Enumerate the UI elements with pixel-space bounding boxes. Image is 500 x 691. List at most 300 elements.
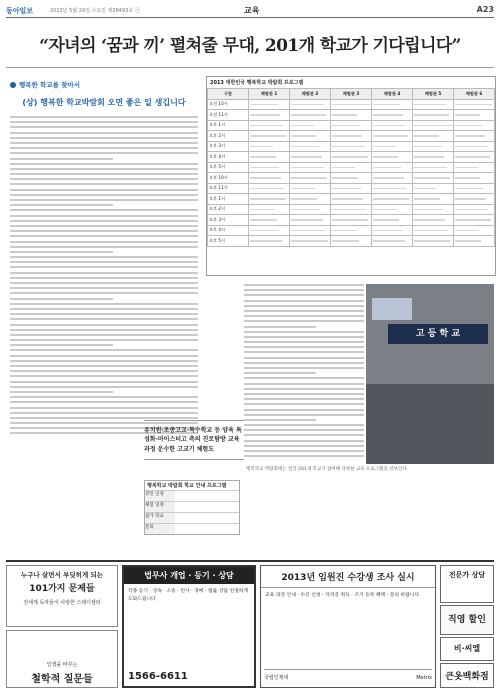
cell-text-line (291, 219, 323, 221)
text-line (10, 417, 198, 419)
text-line (244, 289, 364, 291)
cell-text-line (291, 230, 325, 232)
text-line (10, 256, 198, 258)
cell-text-line (373, 125, 406, 127)
program-cell (372, 141, 413, 152)
program-cell (249, 194, 290, 205)
text-line (10, 391, 113, 393)
time-cell: 오후 4시 (208, 152, 249, 163)
text-line (10, 287, 198, 289)
legal-ad-body: 각종 등기 · 상속 · 소송 · 민사 · 경매 · 법률 상담 친절하게 도와드립니다 (128, 589, 249, 602)
table-row (208, 141, 495, 152)
philosophy-ad-title: 철학적 질문들 (31, 674, 93, 685)
cell-text-line (455, 146, 488, 148)
program-cell (331, 162, 372, 173)
info-row-label: 참가 학교 (145, 513, 175, 523)
time-cell: 오후 2시 (208, 204, 249, 215)
cell-text-line (414, 188, 437, 190)
program-cell (290, 131, 331, 142)
table-row (208, 194, 495, 205)
program-cell (413, 194, 454, 205)
text-line (10, 137, 198, 139)
program-cell (413, 131, 454, 142)
text-line (10, 396, 198, 398)
text-line (244, 300, 364, 302)
program-cell (372, 120, 413, 131)
text-line (10, 225, 198, 227)
text-line (10, 116, 198, 118)
program-cell (454, 110, 495, 121)
bullet-icon (10, 82, 16, 88)
program-cell (413, 120, 454, 131)
schedule-header-cell: 체험관 2 (290, 89, 331, 100)
text-line (10, 261, 198, 263)
cell-text-line (455, 125, 482, 127)
program-cell (372, 225, 413, 236)
program-cell (290, 162, 331, 173)
text-line (10, 158, 113, 160)
text-line (10, 313, 198, 315)
program-cell (331, 110, 372, 121)
text-line (244, 346, 364, 348)
cell-text-line (291, 188, 315, 190)
program-cell (372, 215, 413, 226)
cell-text-line (414, 135, 439, 137)
cell-text-line (291, 198, 317, 200)
cell-text-line (455, 177, 480, 179)
text-line (10, 209, 198, 211)
photo-sign (372, 298, 412, 320)
text-line (10, 318, 198, 320)
text-line (10, 292, 198, 294)
program-cell (372, 110, 413, 121)
schedule-header-cell: 체험관 4 (372, 89, 413, 100)
program-cell (331, 173, 372, 184)
text-line (10, 360, 198, 362)
program-cell (454, 173, 495, 184)
section-name: 교육 (244, 6, 260, 15)
text-line (244, 393, 364, 395)
cell-text-line (332, 230, 356, 232)
cell-text-line (455, 209, 488, 211)
cell-text-line (332, 209, 366, 211)
program-cell (372, 131, 413, 142)
photo-caption: 행복학교 박람회에는 전국 201개 학교가 참여해 다양한 교육 프로그램을 선보인다. (246, 467, 408, 472)
text-line (10, 199, 198, 201)
cell-text-line (373, 230, 402, 232)
program-cell (290, 215, 331, 226)
text-line (244, 409, 364, 411)
table-row (208, 183, 495, 194)
text-line (10, 204, 113, 206)
cell-text-line (250, 198, 286, 200)
side-ad-1[interactable]: 전문가 상담 (440, 565, 494, 603)
text-line (244, 403, 364, 405)
cell-text-line (373, 114, 403, 116)
program-cell (454, 236, 495, 247)
text-line (244, 341, 364, 343)
table-row (208, 120, 495, 131)
cell-text-line (250, 167, 279, 169)
text-line (10, 407, 198, 409)
table-row (208, 99, 495, 110)
program-cell (331, 120, 372, 131)
legal-ad-title: 법무사 개업 · 등기 · 상담 (124, 567, 254, 584)
program-cell (249, 236, 290, 247)
text-line (244, 310, 364, 312)
text-line (244, 284, 364, 286)
cell-text-line (291, 104, 324, 106)
cell-text-line (250, 219, 277, 221)
program-cell (290, 225, 331, 236)
text-line (244, 445, 364, 447)
article-body (10, 116, 198, 434)
time-cell: 오후 10시 (208, 173, 249, 184)
text-line (10, 189, 198, 191)
text-line (10, 344, 113, 346)
program-cell (372, 194, 413, 205)
program-cell (249, 152, 290, 163)
info-row-label: 체험 일정 (145, 502, 175, 512)
text-line (10, 173, 198, 175)
text-line (10, 168, 198, 170)
program-cell (454, 194, 495, 205)
book-ad-line1: 누구나 살면서 부딪히게 되는 (20, 571, 104, 579)
cell-text-line (250, 177, 281, 179)
legal-services-ad[interactable] (122, 565, 256, 688)
pullquote: 유치원·초중고교·특수학교 등 양육 특성화·마이스터고 측의 진로탐방 교육과정 운수한 고교기 체험도 (144, 420, 244, 460)
side-ad-3[interactable]: 비·씨엘 (440, 637, 494, 661)
text-line (10, 370, 198, 372)
cell-text-line (291, 167, 324, 169)
cell-text-line (291, 156, 322, 158)
program-cell (331, 152, 372, 163)
brand-left: 국립인제대 (264, 675, 289, 681)
program-cell (331, 141, 372, 152)
text-line (244, 351, 364, 353)
cell-text-line (414, 230, 448, 232)
program-cell (372, 173, 413, 184)
program-cell (454, 99, 495, 110)
schedule-header-cell: 체험관 6 (454, 89, 495, 100)
program-cell (290, 141, 331, 152)
program-cell (413, 162, 454, 173)
info-table-caption: 행복학교 박람회 학교 안내 프로그램 (147, 483, 227, 489)
cell-text-line (291, 135, 316, 137)
program-cell (331, 225, 372, 236)
pullquote-column (144, 420, 244, 460)
side-ad-4[interactable]: 큰옷백화점 (440, 663, 494, 688)
program-cell (372, 162, 413, 173)
program-cell (290, 194, 331, 205)
text-line (244, 294, 364, 296)
schedule-caption: 2013 대한민국 행복학교 박람회 프로그램 (210, 80, 304, 86)
text-line (10, 412, 198, 414)
text-line (244, 315, 364, 317)
cell-text-line (291, 146, 319, 148)
headline (6, 24, 494, 68)
text-line (10, 365, 198, 367)
text-line (10, 121, 198, 123)
survey-ad-title: 2013년 임원진 수강생 조사 실시 (261, 566, 435, 588)
cell-text-line (414, 240, 450, 242)
cell-text-line (332, 156, 368, 158)
page-number: A23 (476, 5, 494, 14)
program-cell (413, 99, 454, 110)
text-line (244, 440, 364, 442)
cell-text-line (250, 240, 282, 242)
text-line (10, 246, 198, 248)
philosophy-ad-line1: 인생을 바꾸는 (46, 662, 78, 668)
time-cell: 오후 11시 (208, 183, 249, 194)
program-cell (249, 204, 290, 215)
text-line (10, 355, 198, 357)
text-line (244, 414, 364, 416)
text-line (244, 367, 364, 369)
program-cell (249, 162, 290, 173)
cell-text-line (455, 198, 486, 200)
program-cell (249, 110, 290, 121)
cell-text-line (455, 156, 490, 158)
info-row-value (175, 524, 239, 534)
text-line (10, 339, 198, 341)
program-cell (290, 204, 331, 215)
program-cell (290, 236, 331, 247)
article-continued (244, 284, 364, 460)
cell-text-line (332, 135, 362, 137)
program-cell (454, 183, 495, 194)
article-subhead: (상) 행복한 학교박람회 오면 좋은 일 생깁니다 (22, 98, 186, 107)
info-row (145, 523, 239, 534)
program-cell (331, 131, 372, 142)
text-line (10, 272, 198, 274)
cell-text-line (332, 188, 361, 190)
brand-right: Metrix (416, 674, 432, 681)
time-cell: 오후 5시 (208, 236, 249, 247)
program-cell (249, 99, 290, 110)
cell-text-line (250, 135, 286, 137)
program-cell (249, 225, 290, 236)
cell-text-line (455, 188, 483, 190)
program-cell (331, 194, 372, 205)
schedule-header-cell: 구분 (208, 89, 249, 100)
program-cell (413, 204, 454, 215)
text-line (10, 303, 198, 305)
table-row (208, 204, 495, 215)
program-cell (372, 204, 413, 215)
cell-text-line (414, 146, 442, 148)
text-line (10, 251, 113, 253)
text-line (244, 429, 364, 431)
text-line (10, 298, 113, 300)
cell-text-line (414, 198, 440, 200)
cell-text-line (373, 198, 409, 200)
program-cell (372, 99, 413, 110)
cell-text-line (250, 125, 283, 127)
cell-text-line (414, 104, 446, 106)
side-ad-2[interactable]: 직영 할인 (440, 605, 494, 635)
info-row-value (175, 491, 239, 501)
time-cell: 오후 3시 (208, 215, 249, 226)
cell-text-line (250, 146, 273, 148)
program-cell (290, 152, 331, 163)
info-row-value (175, 502, 239, 512)
text-line (10, 183, 198, 185)
text-line (244, 398, 364, 400)
cell-text-line (291, 125, 314, 127)
schedule-grid (207, 88, 495, 247)
program-cell (331, 99, 372, 110)
cell-text-line (455, 240, 481, 242)
cell-text-line (250, 209, 274, 211)
schedule-header-cell: 체험관 5 (413, 89, 454, 100)
program-cell (249, 215, 290, 226)
program-cell (413, 141, 454, 152)
table-row (208, 173, 495, 184)
text-line (244, 320, 364, 322)
legal-ad-phone: 1566-6611 (128, 671, 188, 682)
program-cell (454, 120, 495, 131)
cell-text-line (291, 209, 320, 211)
survey-ad-body: 교육 과정 안내 · 수강 신청 · 자격증 취득 · 조기 등록 혜택 · 문의 바랍니다 (265, 593, 420, 598)
program-cell (454, 215, 495, 226)
text-line (244, 383, 364, 385)
program-cell (290, 99, 331, 110)
text-line (10, 381, 198, 383)
text-line (10, 308, 198, 310)
text-line (10, 386, 198, 388)
schedule-header-cell: 체험관 3 (331, 89, 372, 100)
program-cell (331, 204, 372, 215)
program-cell (454, 204, 495, 215)
program-cell (413, 215, 454, 226)
program-cell (331, 215, 372, 226)
text-line (244, 419, 316, 421)
program-cell (249, 141, 290, 152)
time-cell: 오후 5시 (208, 162, 249, 173)
table-row (208, 236, 495, 247)
text-line (10, 215, 198, 217)
time-cell: 오전 11시 (208, 110, 249, 121)
text-line (10, 401, 198, 403)
text-line (244, 326, 316, 328)
time-cell: 오전 10시 (208, 99, 249, 110)
info-row-label: 문의 (145, 524, 175, 534)
text-line (244, 336, 364, 338)
program-cell (290, 183, 331, 194)
cell-text-line (332, 114, 357, 116)
time-cell: 오후 4시 (208, 225, 249, 236)
program-cell (413, 152, 454, 163)
program-cell (372, 152, 413, 163)
cell-text-line (332, 104, 370, 106)
book-ad[interactable] (6, 565, 118, 627)
text-line (244, 388, 364, 390)
program-cell (454, 152, 495, 163)
course-survey-ad[interactable] (260, 565, 436, 688)
info-row (145, 501, 239, 512)
cell-text-line (332, 167, 355, 169)
text-line (10, 282, 198, 284)
text-line (244, 455, 364, 457)
program-cell (413, 110, 454, 121)
cell-text-line (373, 177, 404, 179)
cell-text-line (455, 135, 485, 137)
text-line (10, 230, 198, 232)
cell-text-line (332, 198, 363, 200)
cell-text-line (291, 240, 328, 242)
table-row (208, 152, 495, 163)
cell-text-line (373, 135, 408, 137)
survey-ad-footer (264, 669, 432, 685)
program-cell (454, 131, 495, 142)
info-row-value (175, 513, 239, 523)
cell-text-line (332, 219, 368, 221)
publication-name: 동아일보 (6, 7, 34, 15)
text-line (10, 329, 198, 331)
program-cell (331, 236, 372, 247)
program-cell (331, 183, 372, 194)
program-cell (290, 110, 331, 121)
text-line (10, 334, 198, 336)
program-cell (454, 141, 495, 152)
kicker-text: 행복한 학교를 찾아서 (19, 81, 81, 89)
table-row (208, 225, 495, 236)
text-line (244, 357, 364, 359)
text-line (10, 194, 198, 196)
program-cell (290, 173, 331, 184)
cell-text-line (414, 219, 445, 221)
headline-text: “자녀의 ‘꿈과 끼’ 펼쳐줄 무대, 201개 학교가 기다립니다” (39, 36, 461, 56)
cell-text-line (332, 146, 365, 148)
philosophy-book-ad[interactable] (6, 630, 118, 688)
cell-text-line (455, 230, 479, 232)
cell-text-line (373, 188, 406, 190)
cell-text-line (373, 209, 397, 211)
advertisement-section (6, 560, 494, 688)
program-cell (249, 183, 290, 194)
cell-text-line (414, 167, 447, 169)
article-column (10, 80, 198, 438)
schedule-table (206, 76, 496, 276)
cell-text-line (332, 125, 360, 127)
text-line (10, 375, 198, 377)
program-cell (249, 173, 290, 184)
table-row (208, 131, 495, 142)
program-cell (372, 183, 413, 194)
text-line (10, 277, 198, 279)
cell-text-line (455, 114, 480, 116)
book-ad-line3: 전세계 독자들이 사랑한 스테디셀러 (23, 600, 101, 606)
program-cell (454, 162, 495, 173)
program-cell (372, 236, 413, 247)
cell-text-line (332, 240, 359, 242)
text-line (10, 152, 198, 154)
cell-text-line (414, 177, 450, 179)
info-row-label: 강연 일정 (145, 491, 175, 501)
cell-text-line (291, 177, 327, 179)
cell-text-line (414, 209, 443, 211)
page-header (6, 4, 494, 18)
text-line (10, 132, 198, 134)
program-cell (413, 225, 454, 236)
time-cell: 오후 3시 (208, 141, 249, 152)
book-ad-title: 101가지 문제들 (29, 584, 95, 594)
text-line (10, 324, 198, 326)
info-table (144, 480, 240, 535)
text-line (10, 142, 198, 144)
program-cell (249, 131, 290, 142)
